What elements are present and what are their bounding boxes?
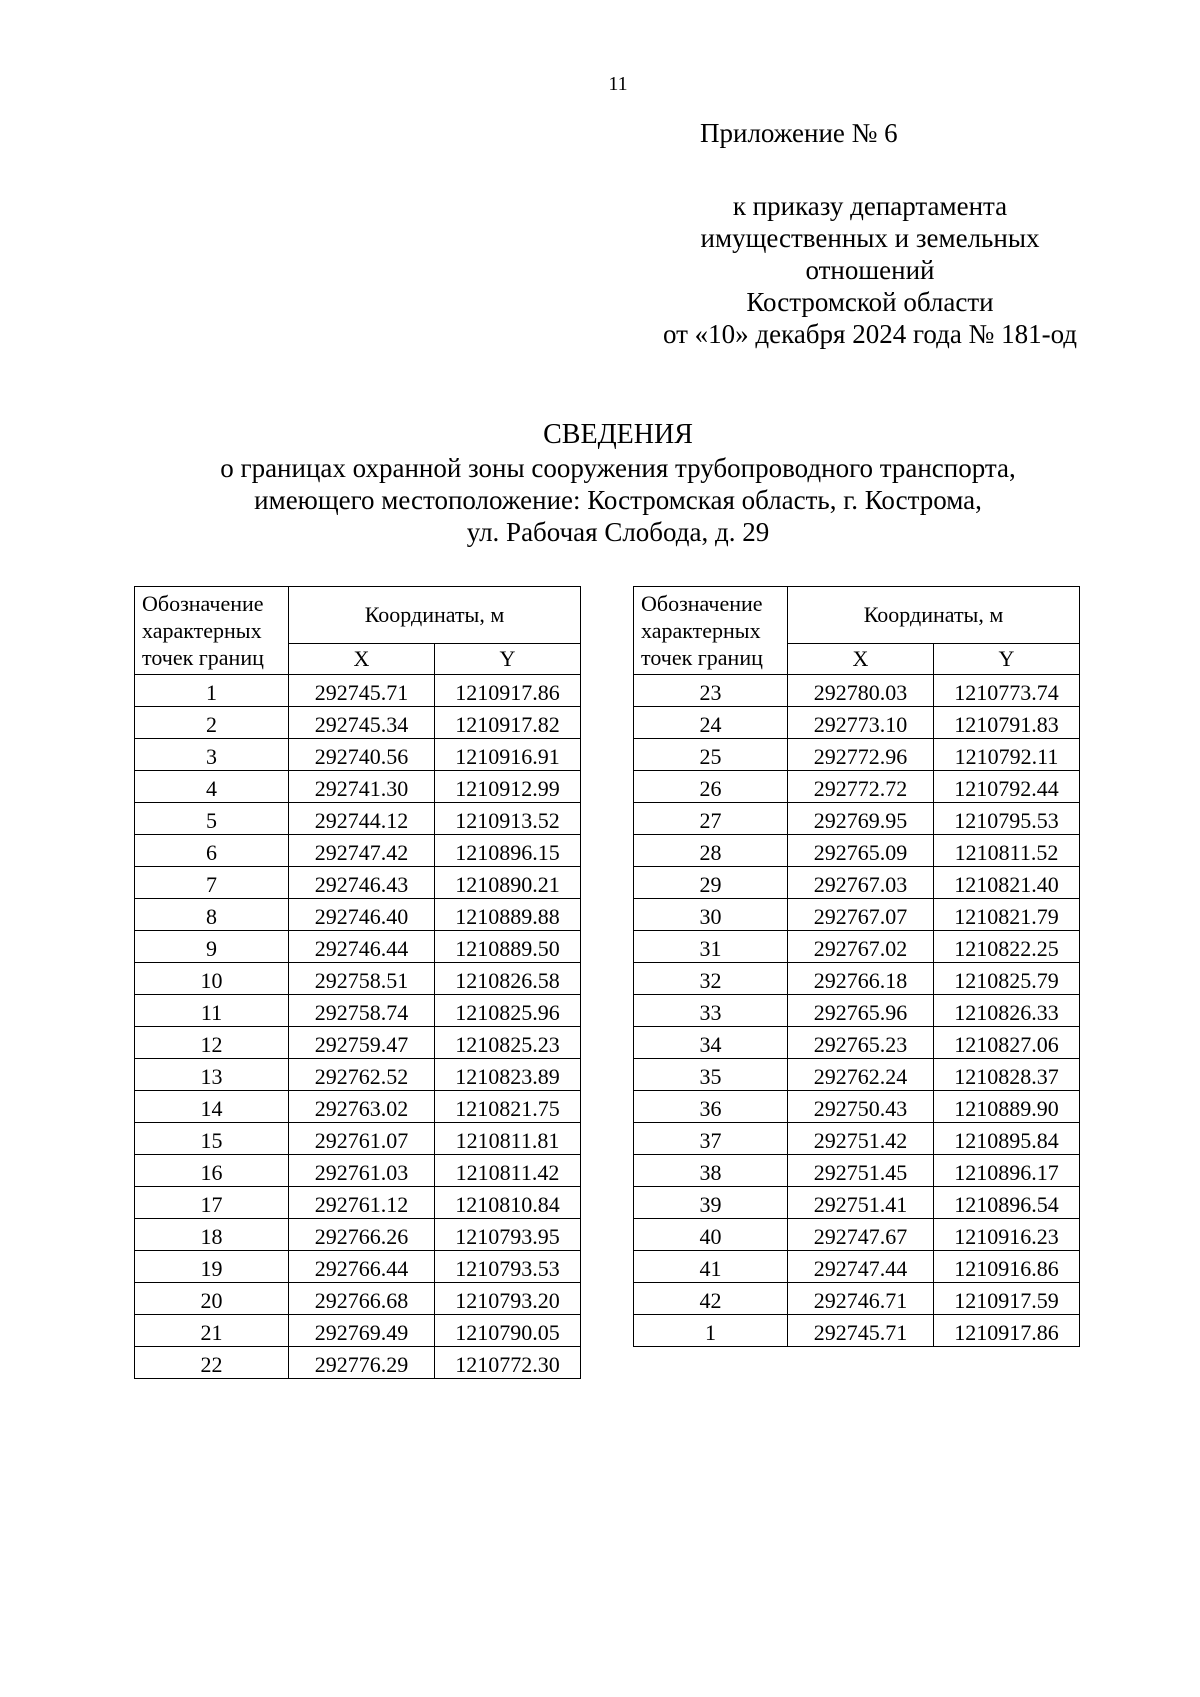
x-coordinate-cell: 292780.03	[788, 675, 934, 707]
table-row	[634, 963, 1080, 995]
table-row	[135, 899, 581, 931]
point-number-cell: 20	[135, 1283, 289, 1315]
point-number-cell: 41	[634, 1251, 788, 1283]
coordinates-header: Координаты, м	[788, 587, 1080, 644]
document-heading	[100, 418, 1136, 548]
x-coordinate-cell: 292773.10	[788, 707, 934, 739]
x-coordinate-cell: 292744.12	[289, 803, 435, 835]
table-row	[634, 1315, 1080, 1347]
point-number-cell: 23	[634, 675, 788, 707]
y-coordinate-cell: 1210773.74	[934, 675, 1080, 707]
point-number-cell: 35	[634, 1059, 788, 1091]
heading-line: ул. Рабочая Слобода, д. 29	[466, 517, 770, 547]
y-coordinate-cell: 1210811.81	[435, 1123, 581, 1155]
point-number-cell: 15	[135, 1123, 289, 1155]
x-header: X	[289, 644, 435, 675]
point-number-cell: 14	[135, 1091, 289, 1123]
x-coordinate-cell: 292751.45	[788, 1155, 934, 1187]
y-coordinate-cell: 1210790.05	[435, 1315, 581, 1347]
table-row	[135, 835, 581, 867]
point-number-cell: 33	[634, 995, 788, 1027]
y-coordinate-cell: 1210793.53	[435, 1251, 581, 1283]
x-coordinate-cell: 292765.23	[788, 1027, 934, 1059]
y-coordinate-cell: 1210917.86	[934, 1315, 1080, 1347]
x-coordinate-cell: 292746.43	[289, 867, 435, 899]
point-number-cell: 2	[135, 707, 289, 739]
x-coordinate-cell: 292746.44	[289, 931, 435, 963]
x-header: X	[788, 644, 934, 675]
x-coordinate-cell: 292769.49	[289, 1315, 435, 1347]
point-number-cell: 36	[634, 1091, 788, 1123]
x-coordinate-cell: 292745.71	[289, 675, 435, 707]
y-header: Y	[934, 644, 1080, 675]
x-coordinate-cell: 292769.95	[788, 803, 934, 835]
x-coordinate-cell: 292758.74	[289, 995, 435, 1027]
x-coordinate-cell: 292750.43	[788, 1091, 934, 1123]
x-coordinate-cell: 292776.29	[289, 1347, 435, 1379]
table-row	[135, 707, 581, 739]
x-coordinate-cell: 292765.96	[788, 995, 934, 1027]
y-coordinate-cell: 1210889.88	[435, 899, 581, 931]
x-coordinate-cell: 292762.52	[289, 1059, 435, 1091]
point-number-cell: 1	[634, 1315, 788, 1347]
table-row	[135, 995, 581, 1027]
coordinates-header: Координаты, м	[289, 587, 581, 644]
y-coordinate-cell: 1210896.54	[934, 1187, 1080, 1219]
point-number-cell: 37	[634, 1123, 788, 1155]
point-number-cell: 6	[135, 835, 289, 867]
point-number-cell: 10	[135, 963, 289, 995]
table-row	[634, 1027, 1080, 1059]
point-number-cell: 34	[634, 1027, 788, 1059]
x-coordinate-cell: 292745.71	[788, 1315, 934, 1347]
x-coordinate-cell: 292747.44	[788, 1251, 934, 1283]
y-coordinate-cell: 1210917.86	[435, 675, 581, 707]
x-coordinate-cell: 292747.67	[788, 1219, 934, 1251]
y-coordinate-cell: 1210895.84	[934, 1123, 1080, 1155]
page-number: 11	[608, 73, 628, 95]
point-number-cell: 19	[135, 1251, 289, 1283]
point-number-cell: 42	[634, 1283, 788, 1315]
table-row	[135, 675, 581, 707]
y-coordinate-cell: 1210890.21	[435, 867, 581, 899]
table-row	[135, 867, 581, 899]
x-coordinate-cell: 292740.56	[289, 739, 435, 771]
x-coordinate-cell: 292767.03	[788, 867, 934, 899]
y-coordinate-cell: 1210827.06	[934, 1027, 1080, 1059]
point-number-cell: 18	[135, 1219, 289, 1251]
point-number-cell: 22	[135, 1347, 289, 1379]
x-coordinate-cell: 292745.34	[289, 707, 435, 739]
y-coordinate-cell: 1210826.58	[435, 963, 581, 995]
point-number-cell: 16	[135, 1155, 289, 1187]
coordinates-table-left	[134, 586, 581, 1379]
y-coordinate-cell: 1210811.42	[435, 1155, 581, 1187]
table-row	[634, 803, 1080, 835]
x-coordinate-cell: 292762.24	[788, 1059, 934, 1091]
point-number-cell: 28	[634, 835, 788, 867]
point-number-cell: 5	[135, 803, 289, 835]
table-row	[634, 771, 1080, 803]
table-row	[135, 1251, 581, 1283]
x-coordinate-cell: 292746.71	[788, 1283, 934, 1315]
x-coordinate-cell: 292751.42	[788, 1123, 934, 1155]
table-row	[135, 1347, 581, 1379]
table-row	[135, 739, 581, 771]
point-number-cell: 1	[135, 675, 289, 707]
y-coordinate-cell: 1210810.84	[435, 1187, 581, 1219]
x-coordinate-cell: 292759.47	[289, 1027, 435, 1059]
y-coordinate-cell: 1210896.17	[934, 1155, 1080, 1187]
point-number-cell: 7	[135, 867, 289, 899]
point-number-cell: 25	[634, 739, 788, 771]
table-row	[135, 803, 581, 835]
heading-title: СВЕДЕНИЯ	[543, 419, 693, 450]
point-number-cell: 39	[634, 1187, 788, 1219]
y-coordinate-cell: 1210792.44	[934, 771, 1080, 803]
x-coordinate-cell: 292747.42	[289, 835, 435, 867]
y-coordinate-cell: 1210826.33	[934, 995, 1080, 1027]
table-row	[135, 1315, 581, 1347]
y-coordinate-cell: 1210793.95	[435, 1219, 581, 1251]
point-number-cell: 26	[634, 771, 788, 803]
order-line: имущественных и земельных	[700, 223, 1040, 253]
y-coordinate-cell: 1210792.11	[934, 739, 1080, 771]
point-number-cell: 17	[135, 1187, 289, 1219]
x-coordinate-cell: 292772.72	[788, 771, 934, 803]
y-coordinate-cell: 1210772.30	[435, 1347, 581, 1379]
table-row	[135, 1187, 581, 1219]
table-row	[634, 739, 1080, 771]
table-row	[634, 931, 1080, 963]
table-row	[135, 1059, 581, 1091]
y-coordinate-cell: 1210793.20	[435, 1283, 581, 1315]
table-row	[634, 1155, 1080, 1187]
point-number-cell: 3	[135, 739, 289, 771]
x-coordinate-cell: 292766.18	[788, 963, 934, 995]
y-coordinate-cell: 1210822.25	[934, 931, 1080, 963]
table-row	[634, 1059, 1080, 1091]
table-row	[634, 899, 1080, 931]
y-coordinate-cell: 1210916.86	[934, 1251, 1080, 1283]
table-row	[135, 1123, 581, 1155]
table-row	[634, 1123, 1080, 1155]
x-coordinate-cell: 292761.12	[289, 1187, 435, 1219]
y-coordinate-cell: 1210791.83	[934, 707, 1080, 739]
point-number-cell: 32	[634, 963, 788, 995]
table-row	[135, 963, 581, 995]
point-label-header: Обозначение характерных точек границ	[135, 587, 289, 675]
point-number-cell: 13	[135, 1059, 289, 1091]
x-coordinate-cell: 292763.02	[289, 1091, 435, 1123]
table-row	[634, 1219, 1080, 1251]
table-row	[634, 675, 1080, 707]
x-coordinate-cell: 292772.96	[788, 739, 934, 771]
point-number-cell: 31	[634, 931, 788, 963]
y-coordinate-cell: 1210795.53	[934, 803, 1080, 835]
point-number-cell: 9	[135, 931, 289, 963]
y-coordinate-cell: 1210828.37	[934, 1059, 1080, 1091]
x-coordinate-cell: 292766.68	[289, 1283, 435, 1315]
order-reference	[600, 190, 1140, 350]
point-number-cell: 38	[634, 1155, 788, 1187]
y-coordinate-cell: 1210889.90	[934, 1091, 1080, 1123]
point-number-cell: 27	[634, 803, 788, 835]
point-number-cell: 21	[135, 1315, 289, 1347]
table-row	[135, 1219, 581, 1251]
y-coordinate-cell: 1210811.52	[934, 835, 1080, 867]
y-header: Y	[435, 644, 581, 675]
point-number-cell: 30	[634, 899, 788, 931]
heading-line: имеющего местоположение: Костромская область, г. Кострома,	[254, 485, 982, 515]
x-coordinate-cell: 292766.44	[289, 1251, 435, 1283]
point-number-cell: 4	[135, 771, 289, 803]
order-line: от «10» декабря 2024 года № 181-од	[662, 319, 1078, 349]
heading-line: о границах охранной зоны сооружения трубопроводного транспорта,	[220, 453, 1016, 483]
point-number-cell: 8	[135, 899, 289, 931]
y-coordinate-cell: 1210825.96	[435, 995, 581, 1027]
x-coordinate-cell: 292767.02	[788, 931, 934, 963]
x-coordinate-cell: 292741.30	[289, 771, 435, 803]
point-number-cell: 29	[634, 867, 788, 899]
x-coordinate-cell: 292746.40	[289, 899, 435, 931]
x-coordinate-cell: 292765.09	[788, 835, 934, 867]
y-coordinate-cell: 1210889.50	[435, 931, 581, 963]
point-label-header: Обозначение характерных точек границ	[634, 587, 788, 675]
point-number-cell: 11	[135, 995, 289, 1027]
y-coordinate-cell: 1210825.23	[435, 1027, 581, 1059]
point-number-cell: 40	[634, 1219, 788, 1251]
table-row	[135, 1155, 581, 1187]
y-coordinate-cell: 1210916.91	[435, 739, 581, 771]
y-coordinate-cell: 1210821.79	[934, 899, 1080, 931]
y-coordinate-cell: 1210825.79	[934, 963, 1080, 995]
order-line: Костромской области	[746, 287, 994, 317]
table-row	[634, 867, 1080, 899]
x-coordinate-cell: 292751.41	[788, 1187, 934, 1219]
coordinates-table-right	[633, 586, 1080, 1347]
table-row	[135, 931, 581, 963]
y-coordinate-cell: 1210917.82	[435, 707, 581, 739]
y-coordinate-cell: 1210896.15	[435, 835, 581, 867]
table-row	[634, 1091, 1080, 1123]
table-row	[634, 1251, 1080, 1283]
table-row	[135, 771, 581, 803]
x-coordinate-cell: 292761.07	[289, 1123, 435, 1155]
table-row	[634, 1283, 1080, 1315]
order-line: к приказу департамента	[732, 191, 1008, 221]
table-row	[634, 835, 1080, 867]
y-coordinate-cell: 1210823.89	[435, 1059, 581, 1091]
x-coordinate-cell: 292766.26	[289, 1219, 435, 1251]
y-coordinate-cell: 1210917.59	[934, 1283, 1080, 1315]
point-number-cell: 24	[634, 707, 788, 739]
table-row	[135, 1091, 581, 1123]
y-coordinate-cell: 1210913.52	[435, 803, 581, 835]
y-coordinate-cell: 1210821.40	[934, 867, 1080, 899]
order-line: отношений	[805, 255, 935, 285]
table-row	[634, 995, 1080, 1027]
x-coordinate-cell: 292767.07	[788, 899, 934, 931]
x-coordinate-cell: 292761.03	[289, 1155, 435, 1187]
y-coordinate-cell: 1210912.99	[435, 771, 581, 803]
table-row	[135, 1027, 581, 1059]
y-coordinate-cell: 1210821.75	[435, 1091, 581, 1123]
table-row	[634, 1187, 1080, 1219]
table-row	[135, 1283, 581, 1315]
table-row	[634, 707, 1080, 739]
x-coordinate-cell: 292758.51	[289, 963, 435, 995]
point-number-cell: 12	[135, 1027, 289, 1059]
appendix-title: Приложение № 6	[700, 118, 898, 148]
y-coordinate-cell: 1210916.23	[934, 1219, 1080, 1251]
